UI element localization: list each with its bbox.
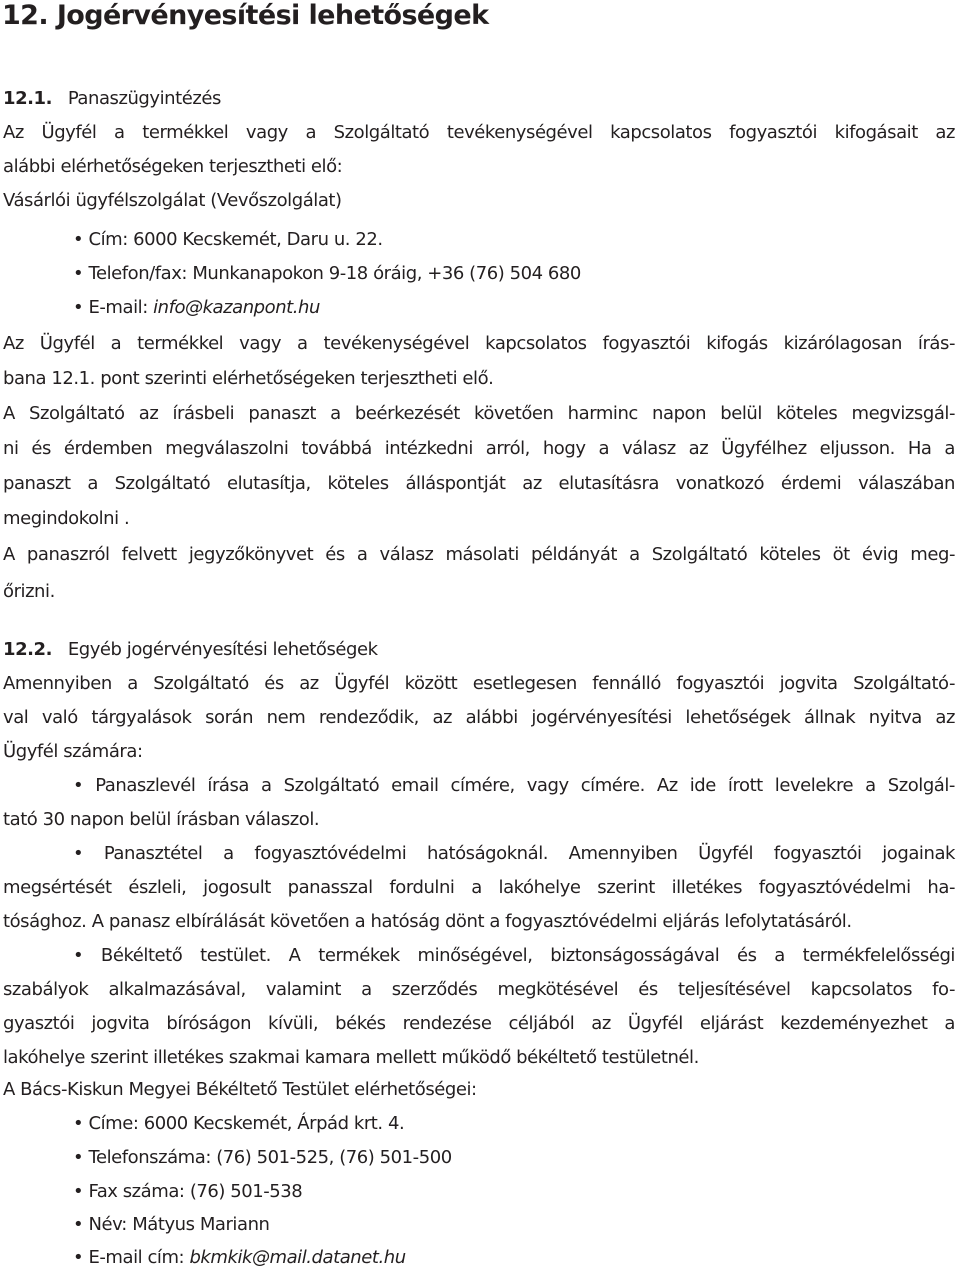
paragraph-line: tató 30 napon belül írásban válaszol.	[3, 809, 320, 830]
board-contact-name: • Név: Mátyus Mariann	[73, 1214, 955, 1236]
paragraph-line: panaszt a Szolgáltató elutasítja, köteles álláspontját az elutasításra vonatkozó érdemi válaszában	[3, 473, 955, 494]
paragraph-line: megindokolni .	[3, 508, 130, 529]
email-address: bkmkik@mail.datanet.hu	[189, 1247, 406, 1268]
contact-address: • Cím: 6000 Kecskemét, Daru u. 22.	[73, 229, 955, 251]
paragraph-line: A panaszról felvett jegyzőkönyvet és a válasz másolati példányát a Szolgáltató köteles öt évig meg-	[3, 544, 955, 565]
contact-email	[73, 297, 955, 319]
option-letter: • Panaszlevél írása a Szolgáltató email címére, vagy címére. Az ide írott levelekre a Szolgál-	[73, 775, 955, 797]
paragraph-line: val való tárgyalások során nem rendeződik, az alábbi jogérvényesítési lehetőségek állnak nyitva az	[3, 707, 955, 728]
paragraph-line: tósághoz. A panasz elbírálását követően a hatóság dönt a fogyasztóvédelmi eljárás lefolytatásáról.	[3, 911, 852, 932]
paragraph-line: Az Ügyfél a termékkel vagy a Szolgáltató tevékenységével kapcsolatos fogyasztói kifogásait az	[3, 122, 955, 143]
board-email	[73, 1247, 955, 1269]
board-phone: • Telefonszáma: (76) 501-525, (76) 501-500	[73, 1147, 955, 1169]
paragraph-line: A Szolgáltató az írásbeli panaszt a beérkezését követően harminc napon belül köteles megvizsgál-	[3, 403, 955, 424]
paragraph-line: ni és érdemben megválaszolni továbbá intézkedni arról, hogy a válasz az Ügyfélhez eljusson. Ha a	[3, 438, 955, 459]
paragraph-line: szabályok alkalmazásával, valamint a szerződés megkötésével és teljesítésével kapcsolatos fo-	[3, 979, 955, 1000]
section-12-1-heading	[3, 88, 955, 110]
email-label: E-mail cím:	[88, 1247, 190, 1268]
option-board: • Békéltető testület. A termékek minőségével, biztonságosságával és a termékfelelősségi	[73, 945, 955, 967]
section-number: 12.2.	[3, 639, 52, 660]
paragraph-line: Az Ügyfél a termékkel vagy a tevékenységével kapcsolatos fogyasztói kifogás kizárólagosan írás-	[3, 333, 955, 354]
board-title: A Bács-Kiskun Megyei Békéltető Testület elérhetőségei:	[3, 1079, 477, 1100]
paragraph-line: őrizni.	[3, 581, 55, 602]
paragraph-line: megsértését észleli, jogosult panasszal fordulni a lakóhelye szerint illetékes fogyasztóvédelmi ha-	[3, 877, 955, 898]
section-title: Egyéb jogérvényesítési lehetőségek	[67, 639, 378, 660]
paragraph-line: alábbi elérhetőségeken terjesztheti elő:	[3, 156, 343, 177]
paragraph-line: Amennyiben a Szolgáltató és az Ügyfél között esetlegesen fennálló fogyasztói jogvita Szolgáltató-	[3, 673, 955, 694]
email-address: info@kazanpont.hu	[153, 297, 320, 318]
paragraph-line: lakóhelye szerint illetékes szakmai kamara mellett működő békéltető testületnél.	[3, 1047, 699, 1068]
option-authority: • Panasztétel a fogyasztóvédelmi hatóságoknál. Amennyiben Ügyfél fogyasztói jogainak	[73, 843, 955, 865]
section-12-2-heading	[3, 639, 955, 661]
board-address: • Címe: 6000 Kecskemét, Árpád krt. 4.	[73, 1113, 955, 1135]
email-label: E-mail:	[88, 297, 154, 318]
paragraph-line: Ügyfél számára:	[3, 741, 143, 762]
paragraph-line: bana 12.1. pont szerinti elérhetőségeken terjesztheti elő.	[3, 368, 494, 389]
section-number: 12.1.	[3, 88, 52, 109]
page-title: 12. Jogérvényesítési lehetőségek	[2, 0, 489, 31]
office-name: Vásárlói ügyfélszolgálat (Vevőszolgálat)	[3, 190, 342, 211]
section-title: Panaszügyintézés	[67, 88, 221, 109]
paragraph-line: gyasztói jogvita bíróságon kívüli, békés rendezése céljából az Ügyfél eljárást kezdeményezhet a	[3, 1013, 955, 1034]
board-fax: • Fax száma: (76) 501-538	[73, 1181, 955, 1203]
contact-phone: • Telefon/fax: Munkanapokon 9-18 óráig, +36 (76) 504 680	[73, 263, 955, 285]
